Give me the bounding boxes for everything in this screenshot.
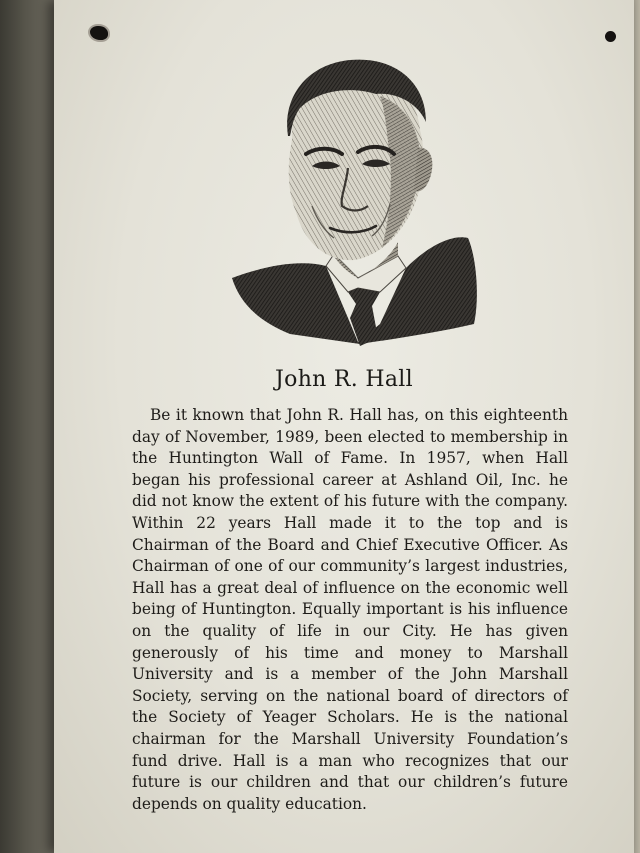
honoree-name: John R. Hall bbox=[275, 367, 413, 392]
portrait-engraving bbox=[230, 56, 480, 346]
wall-of-fame-plaque bbox=[54, 0, 634, 853]
mounting-hole-left bbox=[90, 26, 108, 40]
citation-text: Be it known that John R. Hall has, on this eighteenth day of November, 1989, been elected to membership in the Huntington Wall of Fame. In 1957, when Hall began his professional career at Ashland Oil, Inc. he did not know the extent of his future with the company. Within 22 years Hall made it to the top and is Chairman of the Board and Chief Executive Officer. As Chairman of one of our community’s largest industries, Hall has a great deal of influence on the economic well being of Huntington. Equally important is his influence on the quality of life in our City. He has given generously of his time and money to Marshall University and is a member of the John Marshall Society, serving on the national board of directors of the Society of Yeager Scholars. He is the national chairman for the Marshall University Foundation’s fund drive. Hall is a man who recognizes that our future is our children and that our children’s future depends on quality education. bbox=[132, 406, 568, 813]
mounting-hole-right bbox=[605, 31, 616, 42]
